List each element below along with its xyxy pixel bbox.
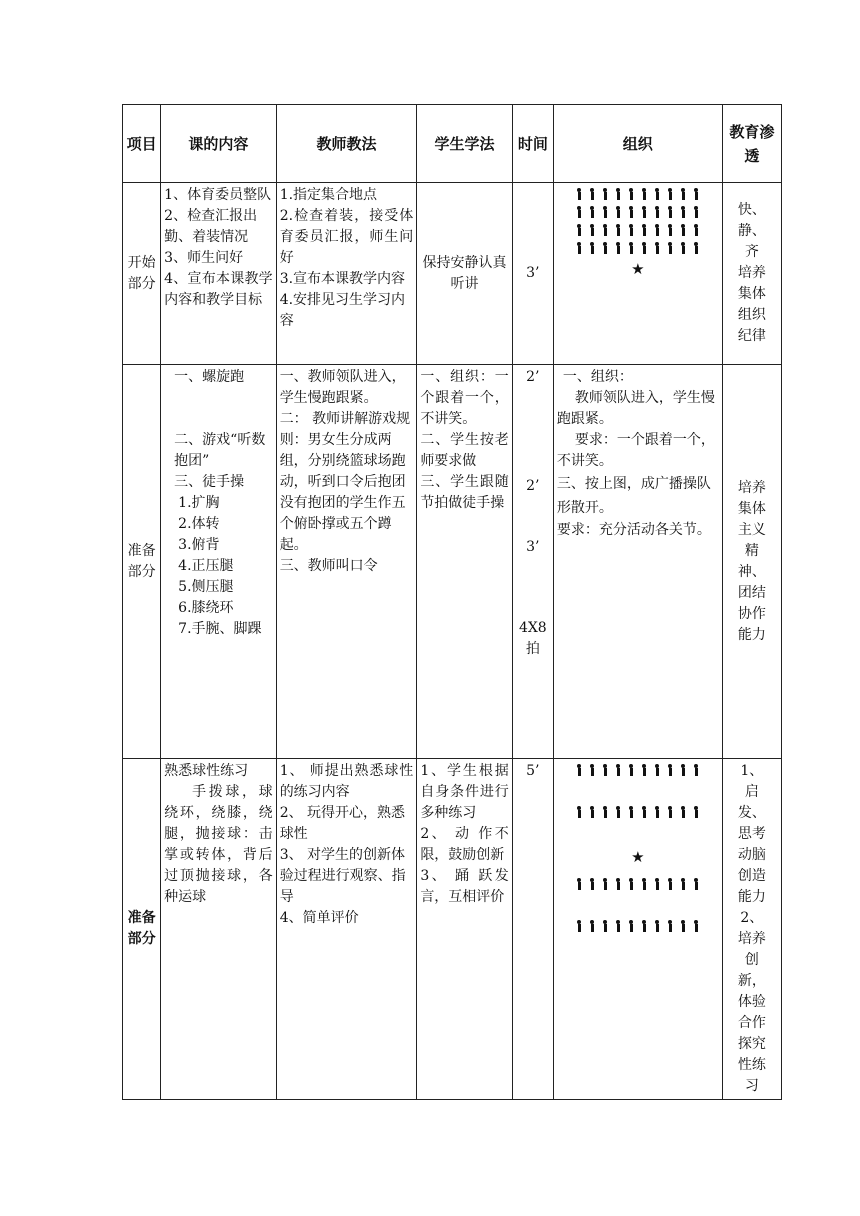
content-line: 4.正压腿 (178, 558, 234, 574)
edu-line: 培养 (737, 265, 766, 281)
student-line: 三、学生跟随节拍做徒手操 (420, 474, 509, 511)
content-line (164, 388, 273, 409)
edu-line: 启 (744, 784, 759, 800)
formation-row (557, 806, 719, 818)
student-figure-icon (602, 188, 608, 200)
student-figure-icon (589, 764, 595, 776)
formation-row (557, 764, 719, 776)
student-figure-icon (615, 188, 621, 200)
student-figure-icon (602, 806, 608, 818)
student-figure-icon (693, 920, 699, 932)
edu-line: 性练 (737, 1057, 766, 1073)
edu-line: 探究 (737, 1036, 766, 1052)
student-figure-icon (641, 878, 647, 890)
student-figure-icon (628, 878, 634, 890)
org-line: 三、按上图，成广播操队形散开。 (556, 476, 711, 516)
student-figure-icon (589, 206, 595, 218)
table-row (123, 759, 782, 1100)
teacher-line: 1.指定集合地点 (279, 187, 378, 203)
edu-line: 发、 (737, 805, 766, 821)
time-cell: 5’ (512, 759, 553, 1100)
teacher-line: 3.宣布本课教学内容 (279, 271, 406, 287)
edu-line: 协作 (737, 605, 766, 622)
student-figure-icon (654, 806, 660, 818)
header-content: 课的内容 (161, 105, 277, 183)
student-figure-icon (667, 806, 673, 818)
content-line: 6.膝绕环 (178, 600, 234, 616)
formation-diagram (557, 878, 719, 932)
student-figure-icon (667, 224, 673, 236)
time-value: 4X8拍 (518, 620, 547, 657)
teacher-line: 4.安排见习生学习内容 (279, 292, 406, 329)
student-figure-icon (615, 224, 621, 236)
teacher-line: 3、 对学生的创新体验过程进行观察、指导 (279, 847, 406, 905)
edu-line: 能力 (737, 626, 766, 643)
content-line: 二、游戏“听数抱团” (174, 432, 266, 469)
student-figure-icon (693, 764, 699, 776)
teacher-star-icon: ★ (631, 260, 645, 278)
edu-line: 动脑 (737, 847, 766, 863)
student-figure-icon (628, 224, 634, 236)
student-figure-icon (680, 878, 686, 890)
time-value: 3’ (526, 539, 540, 555)
formation-row (557, 224, 719, 236)
student-figure-icon (693, 242, 699, 254)
student-figure-icon (576, 920, 582, 932)
organization-cell (553, 365, 722, 759)
student-figure-icon (628, 206, 634, 218)
student-figure-icon (602, 920, 608, 932)
edu-line: 集体 (737, 286, 766, 302)
student-figure-icon (667, 242, 673, 254)
student-figure-icon (641, 224, 647, 236)
formation-row (557, 242, 719, 254)
edu-line: 习 (744, 1078, 759, 1094)
student-figure-icon (641, 242, 647, 254)
edu-line: 创造 (737, 868, 766, 884)
content-line: 1.扩胸 (178, 495, 220, 511)
student-figure-icon (667, 188, 673, 200)
organization-cell (553, 183, 722, 365)
student-figure-icon (680, 206, 686, 218)
time-value: 2’ (526, 369, 540, 385)
time-cell: 3’ (512, 183, 553, 365)
teacher-line: 2.检查着装，接受体育委员汇报，师生问好 (279, 208, 414, 266)
edu-line: 主义 (737, 521, 766, 538)
student-cell: 保持安静认真听讲 (417, 183, 512, 365)
student-figure-icon (589, 920, 595, 932)
org-line: 要求：充分活动各关节。 (556, 522, 711, 538)
student-figure-icon (615, 806, 621, 818)
student-figure-icon (576, 764, 582, 776)
teacher-line: 一、教师领队进入，学生慢跑跟紧。 (279, 369, 406, 406)
header-organization: 组织 (553, 105, 722, 183)
student-figure-icon (680, 224, 686, 236)
student-cell (417, 365, 512, 759)
teacher-line: 1、 师提出熟悉球性的练习内容 (279, 763, 414, 800)
formation-row (557, 206, 719, 218)
student-figure-icon (693, 206, 699, 218)
student-figure-icon (641, 206, 647, 218)
education-cell (722, 759, 781, 1100)
student-figure-icon (589, 242, 595, 254)
edu-line: 集体 (737, 500, 766, 517)
content-cell (161, 183, 277, 365)
student-figure-icon (615, 920, 621, 932)
student-figure-icon (628, 242, 634, 254)
student-figure-icon (680, 242, 686, 254)
header-time: 时间 (512, 105, 553, 183)
student-figure-icon (654, 188, 660, 200)
student-figure-icon (628, 806, 634, 818)
student-figure-icon (615, 764, 621, 776)
edu-line: 团结 (737, 584, 766, 601)
student-figure-icon (641, 188, 647, 200)
edu-line: 1、 (740, 763, 764, 779)
student-line: 2、 动 作不限，鼓励创新 (420, 826, 509, 863)
content-line: 7.手腕、脚踝 (178, 621, 262, 637)
teacher-line: 4、简单评价 (279, 910, 359, 926)
org-line: 教师领队进入，学生慢跑跟紧。 (556, 390, 715, 427)
formation-diagram (557, 764, 719, 818)
header-item: 项目 (123, 105, 161, 183)
teacher-star-icon: ★ (631, 848, 645, 866)
student-figure-icon (602, 878, 608, 890)
edu-line: 神、 (737, 563, 766, 580)
section-label: 准备部分 (123, 759, 161, 1100)
student-figure-icon (667, 878, 673, 890)
content-line: 2.体转 (178, 516, 220, 532)
content-line: 5.侧压腿 (178, 579, 234, 595)
edu-line: 新， (737, 973, 766, 989)
student-figure-icon (654, 920, 660, 932)
formation-row (557, 920, 719, 932)
time-value: 2’ (526, 478, 540, 494)
student-figure-icon (602, 242, 608, 254)
content-line: 三、徒手操 (174, 474, 245, 490)
organization-cell (553, 759, 722, 1100)
header-student-method: 学生学法 (417, 105, 512, 183)
edu-line: 2、 (740, 910, 764, 926)
student-figure-icon (680, 920, 686, 932)
edu-line: 培养 (737, 931, 766, 947)
student-figure-icon (654, 764, 660, 776)
student-line: 一、组织：一个跟着一个，不讲笑。 (420, 369, 509, 427)
content-line: 3.俯背 (178, 537, 220, 553)
edu-line: 齐 (744, 244, 759, 260)
student-figure-icon (576, 206, 582, 218)
student-figure-icon (602, 764, 608, 776)
content-line (164, 409, 273, 430)
content-line: 2、检查汇报出勤、着装情况 (164, 208, 258, 245)
org-line: 一、组织： (562, 369, 633, 385)
edu-line: 合作 (737, 1015, 766, 1031)
edu-line: 体验 (737, 994, 766, 1010)
student-figure-icon (589, 878, 595, 890)
formation-diagram (557, 188, 719, 254)
content-line: 熟悉球性练习 (164, 763, 249, 779)
student-figure-icon (680, 188, 686, 200)
student-figure-icon (576, 224, 582, 236)
content-cell (161, 759, 277, 1100)
student-figure-icon (576, 878, 582, 890)
teacher-cell (276, 183, 417, 365)
time-cell (512, 365, 553, 759)
education-cell (722, 365, 781, 759)
student-figure-icon (615, 206, 621, 218)
student-figure-icon (602, 206, 608, 218)
content-line: 3、师生问好 (164, 250, 244, 266)
student-figure-icon (641, 920, 647, 932)
content-line: 一、螺旋跑 (174, 369, 245, 385)
content-line: 4、宣布本课教学内容和教学目标 (164, 271, 273, 308)
student-figure-icon (654, 242, 660, 254)
edu-line: 纪律 (737, 328, 766, 344)
student-figure-icon (654, 206, 660, 218)
teacher-cell (276, 759, 417, 1100)
table-row (123, 183, 782, 365)
lesson-plan-table (122, 104, 782, 1100)
student-figure-icon (667, 206, 673, 218)
teacher-cell (276, 365, 417, 759)
teacher-line: 三、教师叫口令 (279, 558, 378, 574)
table-row (123, 365, 782, 759)
edu-line: 静、 (737, 223, 766, 239)
header-row (123, 105, 782, 183)
section-label: 开始部分 (123, 183, 161, 365)
section-label: 准备部分 (123, 365, 161, 759)
student-figure-icon (680, 806, 686, 818)
header-teacher-method: 教师教法 (276, 105, 417, 183)
student-figure-icon (667, 920, 673, 932)
student-figure-icon (628, 188, 634, 200)
student-figure-icon (693, 878, 699, 890)
student-line: 二、学生按老师要求做 (420, 432, 509, 469)
student-figure-icon (615, 242, 621, 254)
formation-row (557, 878, 719, 890)
teacher-line: 2、 玩得开心，熟悉球性 (279, 805, 406, 842)
student-figure-icon (680, 764, 686, 776)
edu-line: 精 (744, 542, 759, 559)
formation-row (557, 188, 719, 200)
student-figure-icon (641, 764, 647, 776)
student-figure-icon (667, 764, 673, 776)
edu-line: 培养 (737, 479, 766, 496)
student-figure-icon (654, 878, 660, 890)
edu-line: 创 (744, 952, 759, 968)
student-figure-icon (589, 188, 595, 200)
student-figure-icon (693, 188, 699, 200)
student-figure-icon (615, 878, 621, 890)
edu-line: 快、 (737, 202, 766, 218)
student-figure-icon (628, 920, 634, 932)
student-figure-icon (589, 806, 595, 818)
student-figure-icon (576, 242, 582, 254)
student-figure-icon (654, 224, 660, 236)
teacher-line: 二： 教师讲解游戏规则：男女生分成两组，分别绕篮球场跑动，听到口令后抱团没有抱团的学生作五个俯卧撑或五个蹲起。 (279, 411, 411, 553)
edu-line: 思考 (737, 826, 766, 842)
student-line: 3、 踊 跃发言，互相评价 (420, 868, 509, 905)
edu-line: 组织 (737, 307, 766, 323)
student-figure-icon (602, 224, 608, 236)
content-line: 手拨球，球绕环，绕膝，绕腿，抛接球：击掌或转体，背后过顶抛接球，各种运球 (164, 784, 273, 905)
edu-line: 能力 (737, 889, 766, 905)
student-figure-icon (628, 764, 634, 776)
student-figure-icon (641, 806, 647, 818)
student-figure-icon (693, 806, 699, 818)
student-cell (417, 759, 512, 1100)
content-cell (161, 365, 277, 759)
content-line: 1、体育委员整队 (164, 187, 272, 203)
org-line: 要求：一个跟着一个，不讲笑。 (556, 432, 715, 469)
student-figure-icon (576, 188, 582, 200)
student-figure-icon (589, 224, 595, 236)
student-line: 1、学生根据自身条件进行多种练习 (420, 763, 509, 821)
student-figure-icon (576, 806, 582, 818)
header-education: 教育渗透 (722, 105, 781, 183)
student-figure-icon (693, 224, 699, 236)
education-cell (722, 183, 781, 365)
